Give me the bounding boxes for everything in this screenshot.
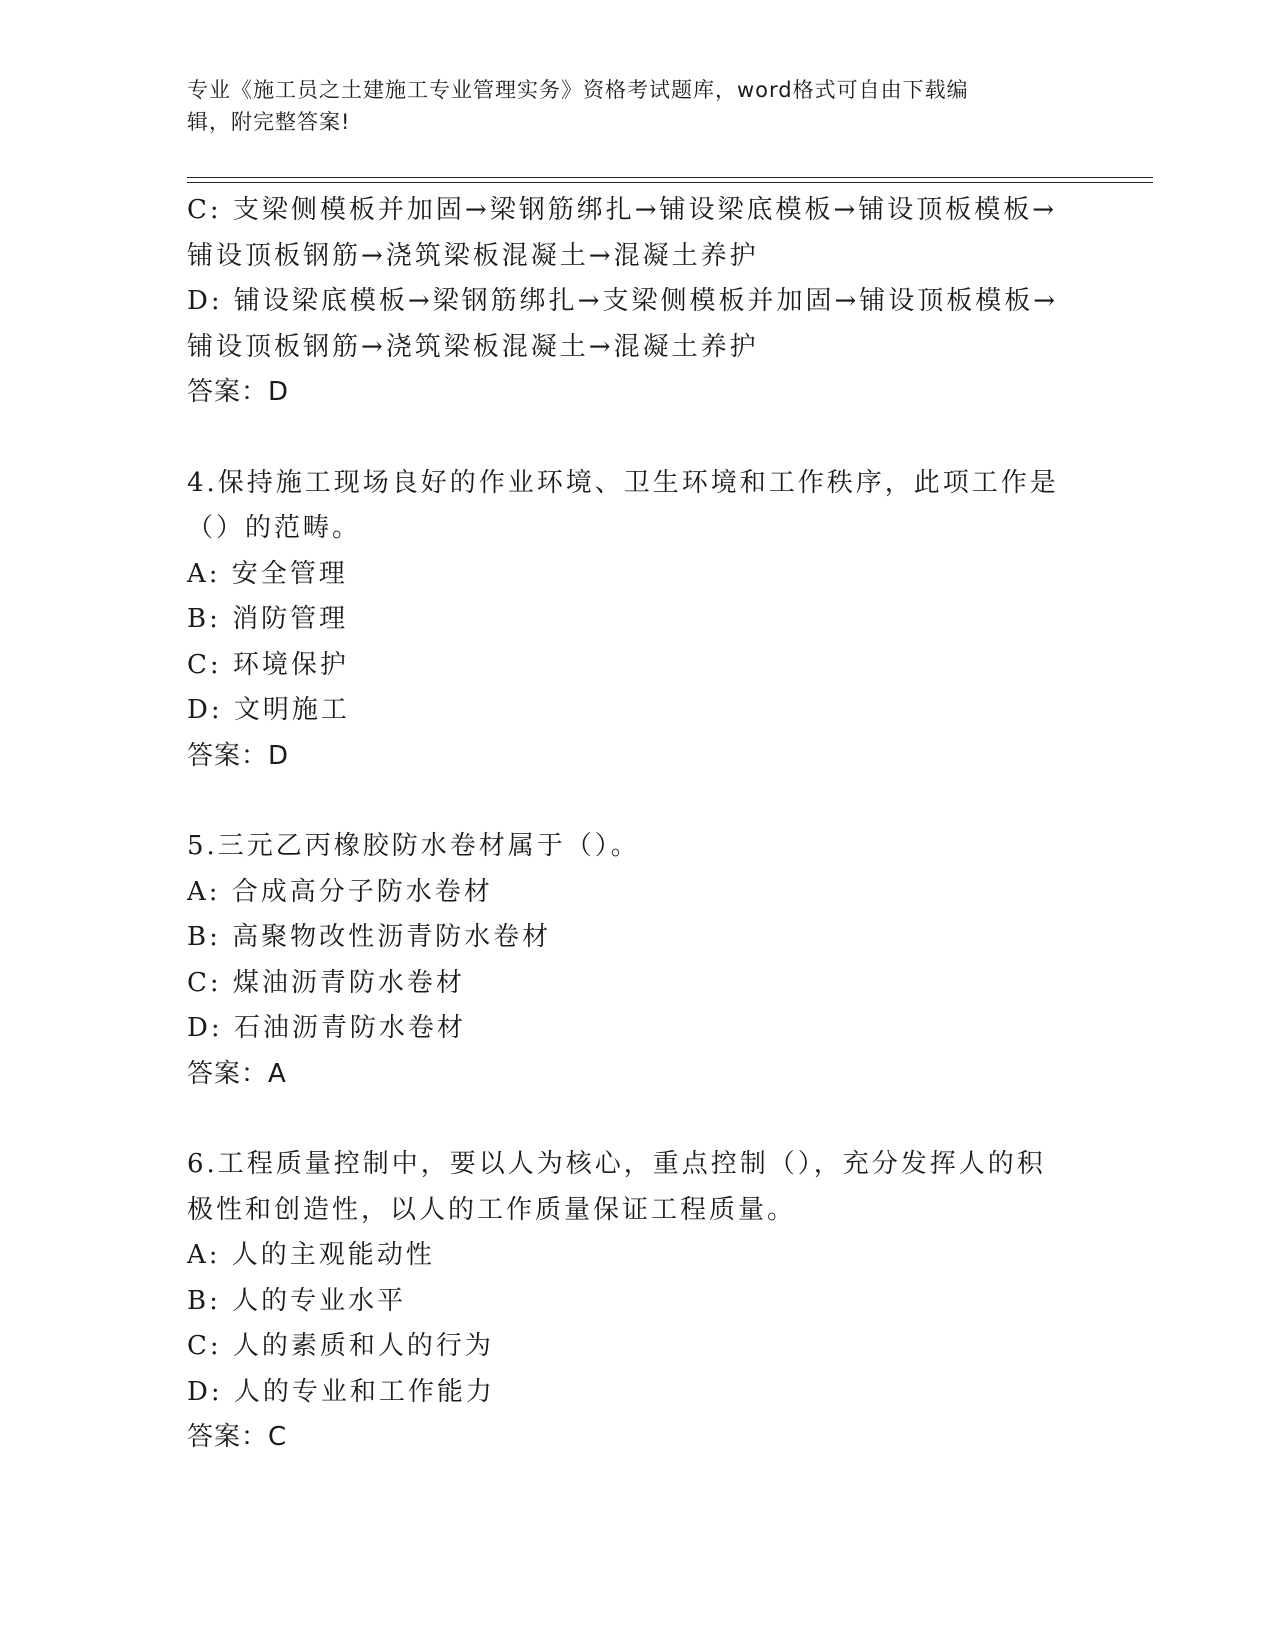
q4-option-d: D: 文明施工 [187, 695, 350, 725]
q3-option-c-line1: C: 支梁侧模板并加固→梁钢筋绑扎→铺设梁底模板→铺设顶板模板→ [187, 195, 1058, 225]
q5-option-a: A: 合成高分子防水卷材 [187, 876, 493, 907]
header-line-1: 专业《施工员之土建施工专业管理实务》资格考试题库，word格式可自由下载编 [187, 78, 969, 102]
q6-option-d: D: 人的专业和工作能力 [187, 1376, 495, 1407]
q4-stem-line2: （）的范畴。 [187, 513, 362, 543]
q4-option-b: B: 消防管理 [187, 604, 349, 634]
spacer [187, 779, 1107, 824]
question-4 [187, 461, 1107, 780]
header-rule-bottom [187, 182, 1153, 183]
q6-option-b: B: 人的专业水平 [187, 1285, 407, 1316]
header-rule-top [187, 177, 1153, 178]
question-3 [187, 188, 1107, 416]
q3-answer: 答案：D [187, 377, 290, 407]
q5-option-c: C: 煤油沥青防水卷材 [187, 967, 465, 998]
spacer [187, 416, 1107, 461]
q3-option-d-line2: 铺设顶板钢筋→浇筑梁板混凝土→混凝土养护 [187, 331, 759, 362]
q6-stem-line1: 6.工程质量控制中，要以人为核心，重点控制（），充分发挥人的积 [187, 1149, 1046, 1179]
q6-stem-line2: 极性和创造性，以人的工作质量保证工程质量。 [187, 1194, 797, 1225]
q6-option-a: A: 人的主观能动性 [187, 1240, 435, 1270]
q3-option-c-line2: 铺设顶板钢筋→浇筑梁板混凝土→混凝土养护 [187, 240, 759, 271]
q4-option-a: A: 安全管理 [187, 558, 348, 589]
q3-option-d-line1: D: 铺设梁底模板→梁钢筋绑扎→支梁侧模板并加固→铺设顶板模板→ [187, 286, 1059, 316]
q5-answer: 答案：A [187, 1058, 287, 1089]
q5-stem-line1: 5.三元乙丙橡胶防水卷材属于（）。 [187, 831, 640, 861]
question-list [187, 188, 1107, 1461]
q6-option-c: C: 人的素质和人的行为 [187, 1331, 494, 1361]
q5-option-b: B: 高聚物改性沥青防水卷材 [187, 922, 552, 952]
q4-stem-line1: 4.保持施工现场良好的作业环境、卫生环境和工作秩序，此项工作是 [187, 467, 1059, 498]
q6-answer: 答案：C [187, 1422, 288, 1452]
spacer [187, 1097, 1107, 1142]
question-5 [187, 824, 1107, 1097]
q4-option-c: C: 环境保护 [187, 649, 349, 680]
document-header [187, 74, 1067, 138]
question-6 [187, 1142, 1107, 1461]
q4-answer: 答案：D [187, 740, 290, 771]
header-line-2: 辑，附完整答案! [187, 110, 351, 134]
q5-option-d: D: 石油沥青防水卷材 [187, 1013, 466, 1043]
